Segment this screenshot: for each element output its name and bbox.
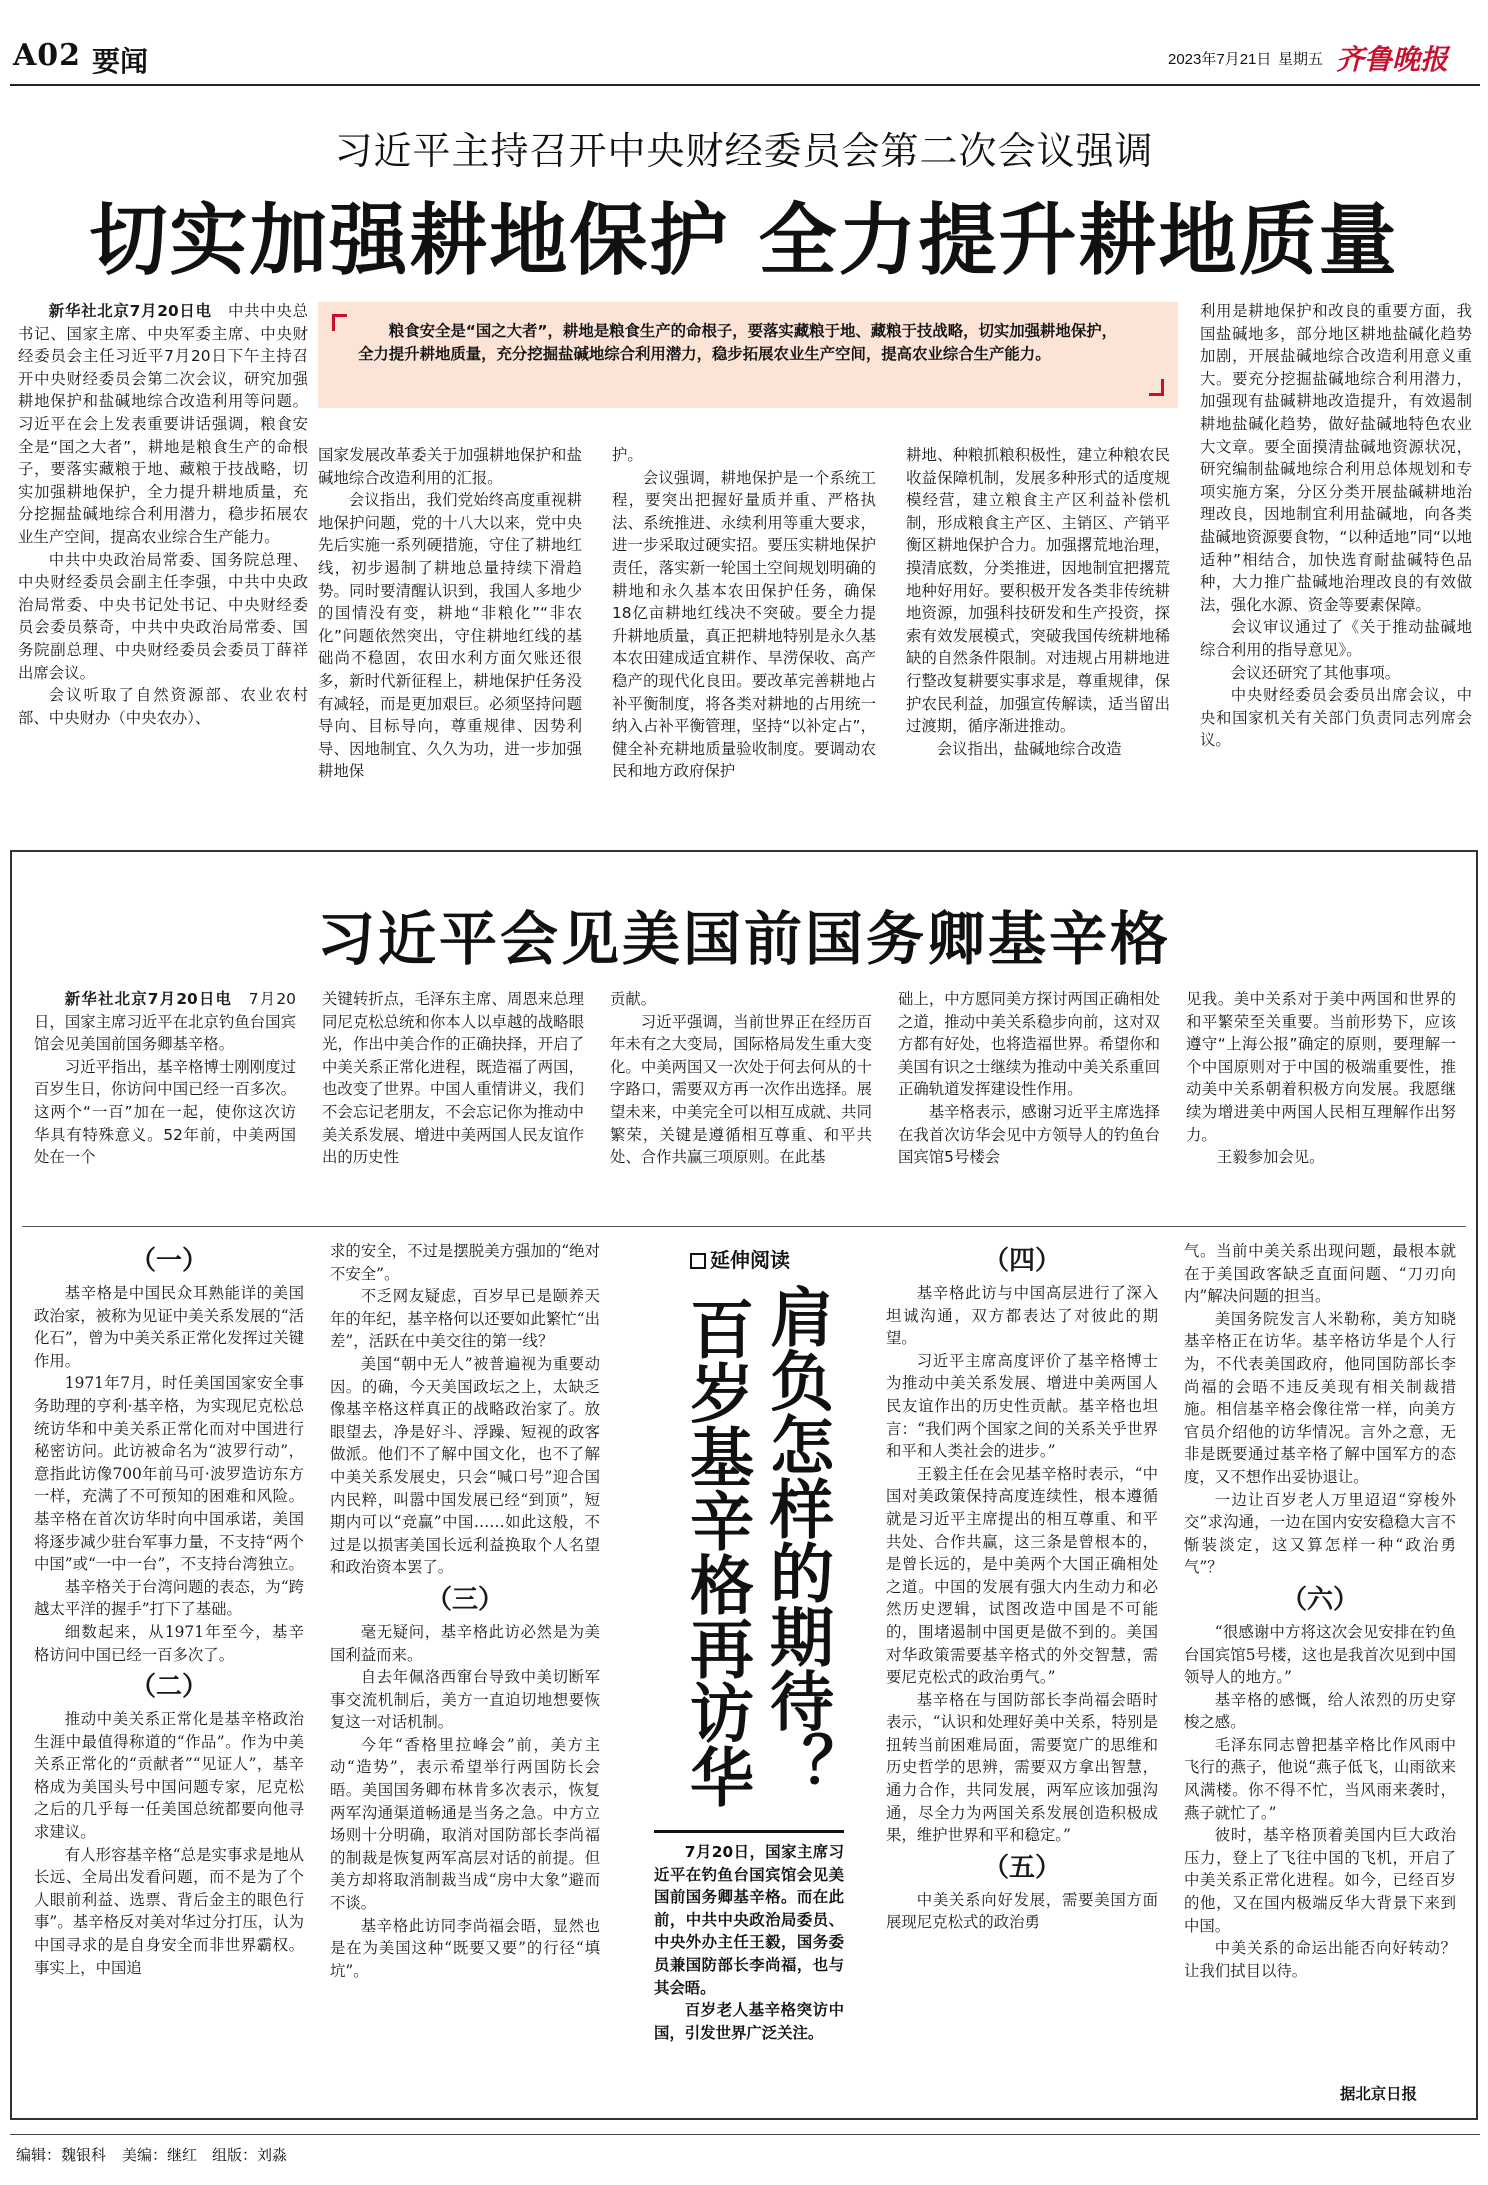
article1-col1	[18, 300, 308, 820]
quote-close-icon	[1149, 379, 1164, 396]
article3-col1	[34, 1240, 304, 2102]
article3-paragraph: 毛泽东同志曾把基辛格比作风雨中飞行的燕子，他说“燕子低飞，山雨欲来风满楼。你不得不忙，当风雨来袭时，燕子就忙了。”	[1184, 1735, 1456, 1822]
article3-paragraph: 不乏网友疑虑，百岁早已是颐养天年的年纪，基辛格何以还要如此繁忙“出差”，活跃在中美交往的第一线？	[330, 1287, 600, 1351]
article1-dateline: 新华社北京7月20日电	[48, 302, 212, 320]
article3-headline-main: 百岁基辛格再访华	[679, 1296, 754, 1808]
article3-paragraph: 推动中美关系正常化是基辛格政治生涯中最值得称道的“作品”。作为中美关系正常化的“贡献者”“见证人”，基辛格成为美国头号中国问题专家，尼克松之后的几乎每一任美国总统都要向他寻求建议。	[34, 1710, 304, 1842]
article1-paragraph: 会议听取了自然资源部、农业农村部、中央财办（中央农办）、	[18, 686, 308, 727]
article1-highlight-box	[318, 302, 1178, 408]
article1-headline: 切实加强耕地保护 全力提升耕地质量	[89, 195, 1399, 286]
footer-editor: 编辑：魏银科	[16, 2147, 107, 2164]
article3-paragraph: 彼时，基辛格顶着美国内巨大政治压力，登上了飞往中国的飞机，开启了中美关系正常化进程。如今，已经百岁的他，又在国内极端反华大背景下来到中国。	[1184, 1826, 1456, 1935]
article2-headline: 习近平会见美国前国务卿基辛格	[316, 905, 1171, 973]
article1-paragraph: 中共中央政治局常委、国务院总理、中央财经委员会副主任李强，中共中央政治局常委、中央书记处书记、中央财经委员会委员蔡奇，中共中央政治局常委、国务院副总理、中央财经委员会委员丁薛祥出席会议。	[18, 550, 308, 682]
article3-paragraph: “很感谢中方将这次会见安排在钓鱼台国宾馆5号楼，这也是我首次见到中国领导人的地方。”	[1184, 1622, 1456, 1687]
article3-paragraph: 求的安全，不过是摆脱美方强加的“绝对不安全”。	[330, 1242, 600, 1283]
article3-summary-box	[654, 1830, 844, 2101]
article2-divider	[22, 1226, 1466, 1227]
footer-rule	[10, 2134, 1480, 2135]
article1-paragraph: 中央财经委员会委员出席会议，中央和国家机关有关部门负责同志列席会议。	[1200, 686, 1472, 750]
article2-col4	[898, 988, 1160, 1216]
article1-highlight-text: 粮食安全是“国之大者”，耕地是粮食生产的命根子，要落实藏粮于地、藏粮于技战略，切实加强耕地保护，全力提升耕地质量，充分挖掘盐碱地综合利用潜力，稳步拓展农业生产空间，提高农业综合生产能力。	[358, 322, 1117, 363]
article3-paragraph: 中美关系向好发展，需要美国方面展现尼克松式的政治勇	[886, 1890, 1158, 1932]
article2-paragraph: 基辛格表示，感谢习近平主席选择在我首次访华会见中方领导人的钓鱼台国宾馆5号楼会	[898, 1102, 1160, 1167]
article3-paragraph: 基辛格此访与中国高层进行了深入坦诚沟通，双方都表达了对彼此的期望。	[886, 1284, 1158, 1348]
section-number: （五）	[982, 1852, 1061, 1883]
article1-col4	[906, 444, 1170, 820]
article1-paragraph: 护。	[612, 446, 643, 464]
article3-paragraph: 基辛格的感慨，给人浓烈的历史穿梭之感。	[1184, 1690, 1456, 1732]
article1-paragraph: 会议审议通过了《关于推动盐碱地综合利用的指导意见》。	[1200, 618, 1472, 659]
issue-weekday: 星期五	[1278, 51, 1324, 68]
article3-paragraph: 今年“香格里拉峰会”前，美方主动“造势”，表示希望举行两国防长会晤。美国国务卿布林肯多次表示，恢复两军沟通渠道畅通是当务之急。中方立场则十分明确，取消对国防部长李尚福的制裁是恢复两军高层对话的前提。但美方却将取消制裁当成“房中大象”避而不谈。	[330, 1735, 600, 1913]
article1-paragraph: 中共中央总书记、国家主席、中央军委主席、中央财经委员会主任习近平7月20日下午主持召开中央财经委员会第二次会议，研究加强耕地保护和盐碱地综合改造利用等问题。习近平在会上发表重要讲话强调，粮食安全是“国之大者”，耕地是粮食生产的命根子，要落实藏粮于地、藏粮于技战略，切实加强耕地保护，全力提升耕地质量，充分挖掘盐碱地综合利用潜力，稳步拓展农业生产空间，提高农业综合生产能力。	[18, 302, 308, 546]
article3-paragraph: 细数起来，从1971年至今，基辛格访问中国已经一百多次了。	[34, 1622, 304, 1664]
section-number: （六）	[1280, 1584, 1359, 1615]
article2-col3	[610, 988, 872, 1216]
section-number: （四）	[982, 1246, 1061, 1276]
article3-paragraph: 基辛格是中国民众耳熟能详的美国政治家，被称为见证中美关系发展的“活化石”，曾为中美关系正常化发挥过关键作用。	[34, 1284, 304, 1370]
issue-date: 2023年7月21日	[1168, 51, 1272, 68]
article3-col2	[330, 1240, 600, 2102]
article2-paragraph: 习近平指出，基辛格博士刚刚度过百岁生日，你访问中国已经一百多次。这两个“一百”加在一起，使你这次访华具有特殊意义。52年前，中美两国处在一个	[34, 1057, 296, 1167]
article1-paragraph: 会议指出，我们党始终高度重视耕地保护问题，党的十八大以来，党中央先后实施一系列硬措施，守住了耕地红线，初步遏制了耕地总量持续下滑趋势。同时要清醒认识到，我国人多地少的国情没有变，耕地“非粮化”“非农化”问题依然突出，守住耕地红线的基础尚不稳固，农田水利方面欠账还很多，新时代新征程上，耕地保护任务没有减轻，而是更加艰巨。必须坚持问题导向、目标导向，尊重规律、因势利导、因地制宜、久久为功，进一步加强耕地保	[318, 491, 582, 781]
article3-paragraph: 习近平主席高度评价了基辛格博士为推动中美关系发展、增进中美两国人民友谊作出的历史性贡献。基辛格也坦言：“我们两个国家之间的关系关乎世界和平和人类社会的进步。”	[886, 1351, 1158, 1461]
article3-paragraph: 一边让百岁老人万里迢迢“穿梭外交”求沟通，一边在国内安安稳稳大言不惭装淡定，这又算怎样一种“政治勇气”？	[1184, 1490, 1456, 1577]
masthead-logo: 齐鲁晚报	[1336, 43, 1449, 76]
article3-summary-2: 百岁老人基辛格突访中国，引发世界广泛关注。	[654, 2001, 844, 2042]
article1-paragraph: 会议强调，耕地保护是一个系统工程，要突出把握好量质并重、严格执法、系统推进、永续利用等重大要求，进一步采取过硬实招。要压实耕地保护责任，落实新一轮国土空间规划明确的耕地和永久基本农田保护任务，确保18亿亩耕地红线决不突破。要全力提升耕地质量，真正把耕地特别是永久基本农田建成适宜耕作、旱涝保收、高产稳产的现代化良田。要改革完善耕地占补平衡制度，将各类对耕地的占用统一纳入占补平衡管理，坚持“以补定占”，健全补充耕地质量验收制度。要调动农民和地方政府保护	[612, 468, 876, 781]
article3-paragraph: 基辛格此访同李尚福会晤，显然也是在为美国这种“既要又要”的行径“填坑”。	[330, 1916, 600, 1980]
article1-paragraph: 会议指出，盐碱地综合改造	[936, 739, 1122, 758]
article3-col5	[1184, 1240, 1456, 2082]
article3-paragraph: 自去年佩洛西窜台导致中美切断军事交流机制后，美方一直迫切地想要恢复这一对话机制。	[330, 1668, 600, 1732]
article3-paragraph: 1971年7月，时任美国国家安全事务助理的亨利·基辛格，为实现尼克松总统访华和中美关系正常化而对中国进行秘密访问。此访被命名为“波罗行动”，意指此访像700年前马可·波罗造访东方一样，充满了不可预知的困难和风险。基辛格在首次访华时向中国承诺，美国将逐步减少驻台军事力量，不支持“两个中国”或“一中一台”，不支持台湾独立。	[34, 1374, 304, 1574]
article1-kicker: 习近平主持召开中央财经委员会第二次会议强调	[334, 129, 1154, 173]
extended-reading-text: 延伸阅读	[710, 1248, 790, 1272]
article2-dateline: 新华社北京7月20日电	[64, 990, 233, 1008]
article3-paragraph: 毫无疑问，基辛格此访必然是为美国利益而来。	[330, 1622, 600, 1664]
article3-paragraph: 气。当前中美关系出现问题，最根本就在于美国政客缺乏直面问题、“刀刃向内”解决问题的担当。	[1184, 1242, 1456, 1306]
article3-col4	[886, 1240, 1158, 2102]
quote-open-icon	[332, 314, 347, 331]
article3-byline: 据北京日报	[1340, 2085, 1417, 2103]
footer-layout: 组版：刘淼	[212, 2147, 288, 2164]
article3-paragraph: 基辛格关于台湾问题的表态，为“跨越太平洋的握手”打下了基础。	[34, 1577, 304, 1619]
article2-paragraph: 关键转折点，毛泽东主席、周恩来总理同尼克松总统和你本人以卓越的战略眼光，作出中美合作的正确抉择，开启了中美关系正常化进程，既造福了两国，也改变了世界。中国人重情讲义，我们不会忘记老朋友，不会忘记你为推动中美关系发展、增进中美两国人民友谊作出的历史性	[322, 990, 584, 1167]
article2-col2	[322, 988, 584, 1216]
article3-paragraph: 基辛格在与国防部长李尚福会晤时表示，“认识和处理好美中关系，特别是扭转当前困难局面，需要宽广的思维和历史哲学的思辨，需要双方拿出智慧，通力合作，共同发展，两军应该加强沟通，尽全力为两国关系发展创造积极成果，维护世界和平和稳定。”	[886, 1690, 1158, 1845]
article3-headline-sub: 肩负怎样的期待？	[759, 1284, 834, 1796]
footer-art: 美编：继红	[122, 2147, 198, 2164]
page-code: A02	[13, 38, 82, 73]
article2-col1	[34, 988, 296, 1216]
section-number: （二）	[129, 1672, 208, 1703]
extended-reading-label	[690, 1244, 830, 1274]
article2-paragraph: 习近平强调，当前世界正在经历百年未有之大变局，国际格局发生重大变化。中美两国又一次处于何去何从的十字路口，需要双方再一次作出选择。展望未来，中美完全可以相互成就、共同繁荣，关键是遵循相互尊重、和平共处、合作共赢三项原则。在此基	[610, 1012, 872, 1167]
reading-box-icon	[690, 1253, 706, 1269]
article2-col5	[1186, 988, 1456, 1216]
section-number: （一）	[129, 1246, 208, 1276]
section-number: （三）	[425, 1584, 504, 1615]
article3-paragraph: 有人形容基辛格“总是实事求是地从长远、全局出发看问题，而不是为了个人眼前利益、选票、背后金主的眼色行事”。基辛格反对美对华过分打压，认为中国寻求的是自身安全而非世界霸权。事实上，中国追	[34, 1845, 304, 1977]
article3-paragraph: 美国“朝中无人”被普遍视为重要动因。的确，今天美国政坛之上，太缺乏像基辛格这样真正的战略政治家了。放眼望去，净是好斗、浮躁、短视的政客做派。他们不了解中国文化，也不了解中美关系发展史，只会“喊口号”迎合国内民粹，叫嚣中国发展已经“到顶”，短期内可以“竞赢”中国……如此这般，不过是以损害美国长远利益换取个人名望和政治资本罢了。	[330, 1354, 600, 1577]
article1-paragraph: 会议还研究了其他事项。	[1230, 663, 1401, 682]
article1-paragraph: 利用是耕地保护和改良的重要方面，我国盐碱地多，部分地区耕地盐碱化趋势加剧，开展盐碱地综合改造利用意义重大。要充分挖掘盐碱地综合利用潜力，加强现有盐碱耕地改造提升，有效遏制耕地盐碱化趋势，做好盐碱地特色农业大文章。要全面摸清盐碱地资源状况，研究编制盐碱地综合利用总体规划和专项实施方案，分区分类开展盐碱耕地治理改良，因地制宜利用盐碱地，向各类盐碱地资源要食物，“以种适地”同“以地适种”相结合，加快选育耐盐碱特色品种，大力推广盐碱地治理改良的有效做法，强化水源、资金等要素保障。	[1200, 302, 1472, 614]
article1-col5	[1200, 300, 1472, 820]
article1-paragraph: 耕地、种粮抓粮积极性，建立种粮农民收益保障机制，发展多种形式的适度规模经营，建立粮食主产区利益补偿机制，形成粮食主产区、主销区、产销平衡区耕地保护合力。加强撂荒地治理，摸清底数，分类推进，因地制宜把撂荒地种好用好。要积极开发各类非传统耕地资源，加强科技研发和生产投资，探索有效发展模式，突破我国传统耕地稀缺的自然条件限制。对违规占用耕地进行整改复耕要实事求是，尊重规律，保护农民利益，加强宣传解读，适当留出过渡期，循序渐进推动。	[906, 446, 1170, 736]
article2-paragraph: 贡献。	[610, 990, 657, 1008]
article2-paragraph: 王毅参加会见。	[1216, 1148, 1325, 1167]
article1-col2	[318, 444, 582, 820]
article3-paragraph: 中美关系的命运出能否向好转动？让我们拭目以待。	[1184, 1939, 1456, 1980]
article3-paragraph: 美国务院发言人米勒称，美方知晓基辛格正在访华。基辛格访华是个人行为，不代表美国政府，他同国防部长李尚福的会晤不违反美现有相关制裁措施。相信基辛格会像往常一样，向美方官员介绍他的访华情况。言外之意，无非是既要通过基辛格了解中国军方的态度，又不想作出妥协退让。	[1184, 1309, 1456, 1486]
article2-paragraph: 7月20日，国家主席习近平在北京钓鱼台国宾馆会见美国前国务卿基辛格。	[34, 990, 296, 1054]
article3-paragraph: 王毅主任在会见基辛格时表示，“中国对美政策保持高度连续性，根本遵循就是习近平主席提出的相互尊重、和平共处、合作共赢，这三条是曾根本的，是曾长远的，是中美两个大国正确相处之道。中国的发展有强大内生动力和必然历史逻辑，试图改造中国是不可能的，围堵遏制中国更是做不到的。美国对华政策需要基辛格式的外交智慧，需要尼克松式的政治勇气。”	[886, 1464, 1158, 1687]
article1-paragraph: 国家发展改革委关于加强耕地保护和盐碱地综合改造利用的汇报。	[318, 446, 582, 487]
article2-paragraph: 见我。美中关系对于美中两国和世界的和平繁荣至关重要。当前形势下，应该遵守“上海公报”确定的原则，要理解一个中国原则对于中国的极端重要性，推动美中关系朝着积极方向发展。我愿继续为增进美中两国人民相互理解作出努力。	[1186, 990, 1456, 1144]
article1-col3	[612, 444, 876, 820]
section-name: 要闻	[92, 45, 149, 78]
header-rule	[10, 84, 1480, 86]
article2-paragraph: 础上，中方愿同美方探讨两国正确相处之道，推动中美关系稳步向前，这对双方都有好处，也将造福世界。希望你和美国有识之士继续为推动中美关系重回正确轨道发挥建设性作用。	[898, 990, 1160, 1099]
article3-summary: 7月20日，国家主席习近平在钓鱼台国宾馆会见美国前国务卿基辛格。而在此前，中共中央政治局委员、中央外办主任王毅，国务委员兼国防部长李尚福，也与其会晤。	[654, 1843, 844, 1997]
